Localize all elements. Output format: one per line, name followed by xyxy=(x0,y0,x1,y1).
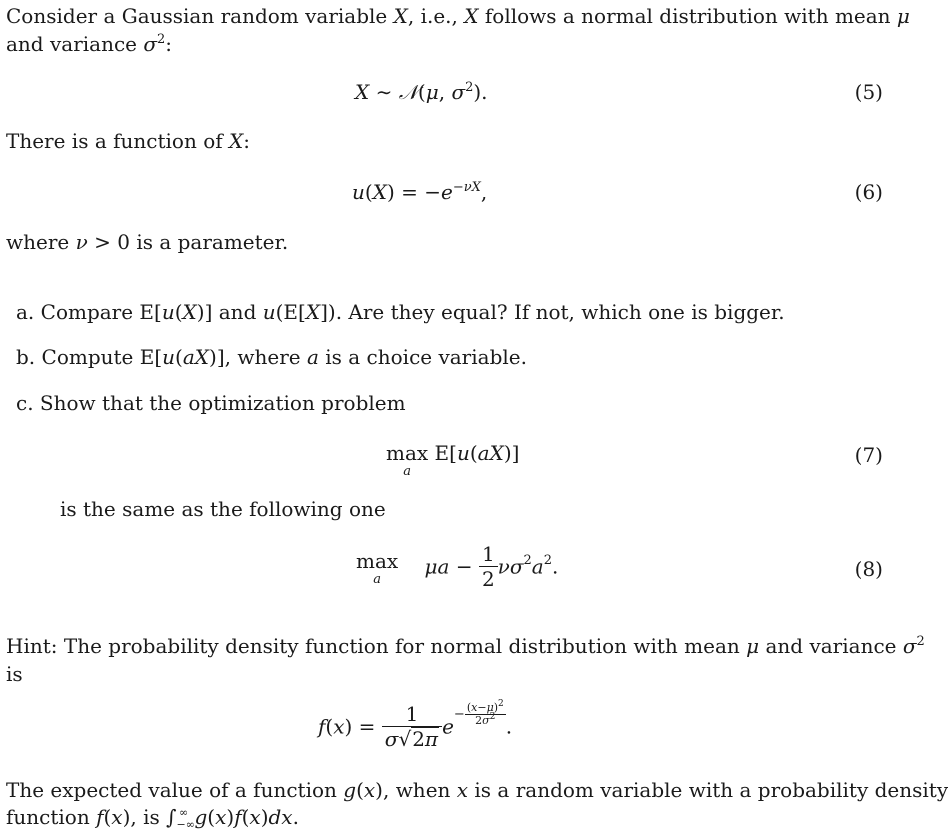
hint-line-2 xyxy=(6,661,23,687)
equation-5: X ∼ 𝒩(μ, $\sigma^2$). xyxy=(355,80,488,104)
item-c-label: c. xyxy=(16,391,34,415)
same-note-text: is the same as the following one xyxy=(60,497,386,521)
same-note xyxy=(60,496,386,522)
item-a-label: a. xyxy=(16,300,35,324)
equation-7-number: (7) xyxy=(854,443,883,467)
hint-line-1: Hint: The probability density function for normal distribution with mean μ and variance $\sigma^2$ xyxy=(6,634,925,658)
expectation-line-2: function f(x), is $\int_{-\infty}^\infty$ g(x)f(x)dx. xyxy=(6,805,299,831)
intro-line-2: and variance $\sigma^2$: xyxy=(6,32,173,56)
equation-6: $u(X) = -e^{-\nu X}$, xyxy=(352,180,488,204)
function-intro: There is a function of X: xyxy=(6,129,250,153)
list-item-b: b. Compute E[u(aX)], where a is a choice variable. xyxy=(16,345,527,369)
list-item-a: a. Compare E[u(X)] and u(E[X]). Are they equal? If not, which one is bigger. xyxy=(16,300,785,324)
list-item-c: c. Show that the optimization problem xyxy=(16,391,406,415)
equation-8: max a μa − $\frac{1}{2}$ $\nu\sigma^2a^2$. xyxy=(356,542,559,591)
intro-line-1: Consider a Gaussian random variable X, i.e., X follows a normal distribution with mean μ xyxy=(6,4,910,28)
pdf-equation: f(x) = $\frac{1}{\sigma√2\pi}$ e− $\frac{(x-\mu)^2}{2\sigma^2}$ . xyxy=(318,699,513,751)
parameter-note: where ν > 0 is a parameter. xyxy=(6,230,289,254)
item-b-label: b. xyxy=(16,345,36,369)
equation-6-number: (6) xyxy=(854,180,883,204)
equation-5-number: (5) xyxy=(854,80,883,104)
equation-8-number: (8) xyxy=(854,557,883,581)
equation-7: max a E[u(aX)] xyxy=(386,441,520,479)
hint-text-2: is xyxy=(6,662,23,686)
expectation-line-1: The expected value of a function g(x), when x is a random variable with a probability density xyxy=(6,778,948,802)
